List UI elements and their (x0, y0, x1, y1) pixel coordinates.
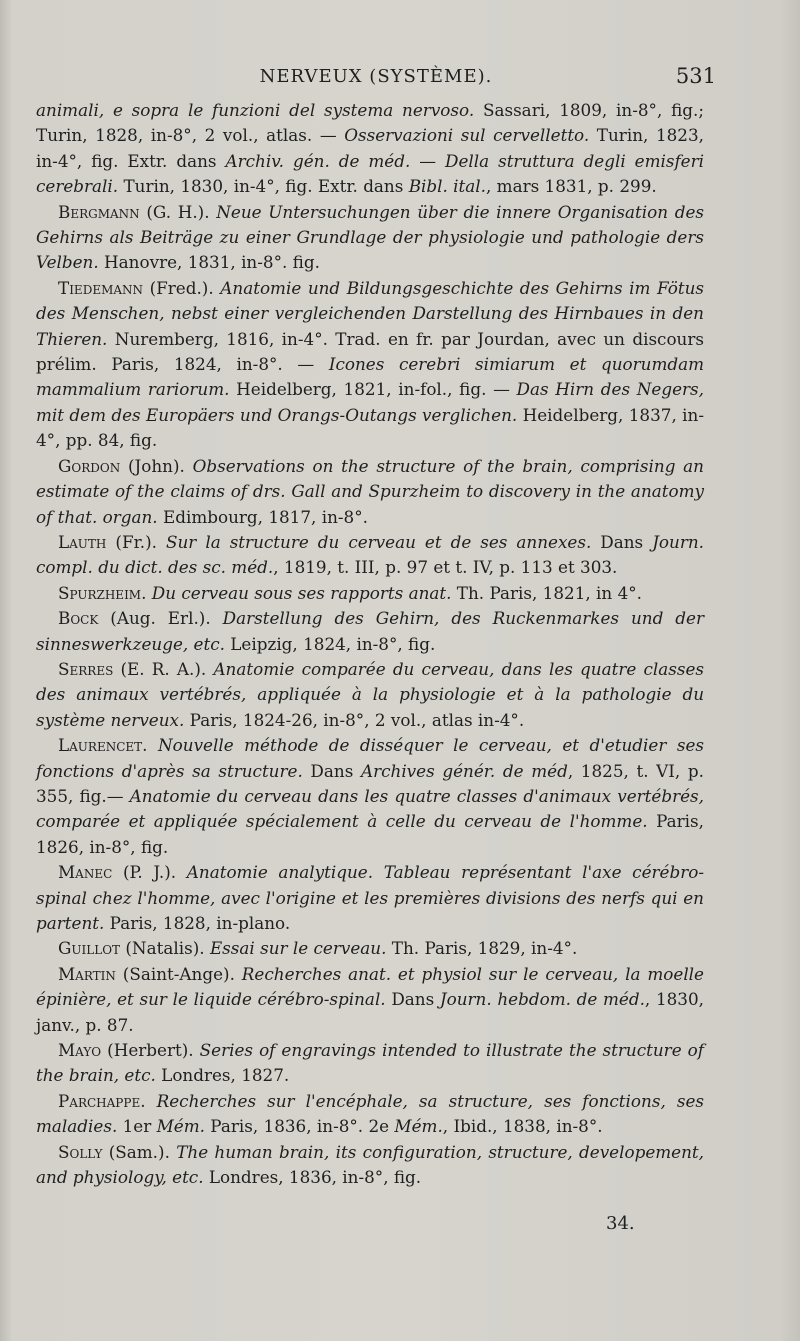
entry-title: Archiv. gén. de méd. (225, 150, 411, 171)
entry-title: Series of engravings intended to illustrate the structure of the brain, etc. (36, 1040, 704, 1086)
bibliography-entry (36, 733, 704, 860)
entry-text: Turin, 1830, in-4°, fig. Extr. dans (118, 176, 409, 197)
entry-text: (P. J.). (112, 862, 187, 883)
entry-text: (Sam.). (102, 1141, 177, 1162)
entry-author: Guillot (58, 938, 121, 959)
entry-text: , Ibid., 1838, in-8°. (442, 1116, 603, 1137)
entry-author: Laurencet (58, 735, 143, 756)
entry-text: Heidelberg, 1821, in-fol., fig. — (229, 379, 517, 400)
bibliography-entry (36, 530, 704, 581)
entry-author: Serres (58, 658, 114, 679)
entry-text: Dans (385, 989, 440, 1010)
bibliography-entry (36, 454, 704, 530)
entry-text: , 1830, janv., p. 87. (36, 989, 704, 1035)
entry-author: Spurzheim (58, 582, 142, 603)
entry-title: Das Hirn des Negers, mit dem des Europäers und Orangs-Outangs verglichen. (36, 379, 704, 425)
entry-title: Mém. (394, 1116, 443, 1137)
entry-text: Londres, 1836, in-8°, fig. (203, 1167, 422, 1188)
entry-author: Mayo (58, 1040, 102, 1061)
bibliography-entry (36, 276, 704, 454)
entry-author: Gordon (58, 455, 121, 476)
entry-title: Neue Untersuchungen über die innere Organisation des Gehirns als Beiträge zu einer Grundlage der physiologie und pathologie ders Velben. (36, 201, 704, 273)
bibliography-list (36, 98, 704, 1190)
entry-title: Darstellung des Gehirn, des Ruckenmarkes und der sinneswerkzeuge, etc. (36, 608, 704, 654)
entry-text: Paris, 1826, in-8°, fig. (36, 811, 704, 857)
entry-text: Dans (591, 531, 653, 552)
entry-text: (Fred.). (143, 277, 221, 298)
entry-text: Paris, 1836, in-8°. 2e (204, 1116, 395, 1137)
entry-text: Paris, 1824-26, in-8°, 2 vol., atlas in-4°. (184, 709, 525, 730)
entry-text: , 1819, t. III, p. 97 et t. IV, p. 113 et 303. (273, 557, 618, 578)
entry-text: (Fr.). (106, 531, 166, 552)
entry-title: animali, e sopra le funzioni del systema nervoso. (36, 100, 475, 120)
bibliography-entry (36, 581, 704, 606)
entry-title: Della struttura degli emisferi cerebrali. (36, 150, 705, 197)
entry-text: (G. H.). (139, 201, 217, 222)
entry-text: (Herbert). (101, 1040, 200, 1061)
entry-title: Journ. hebdom. de méd. (439, 989, 645, 1010)
bibliography-entry (36, 962, 704, 1038)
bibliography-entry (36, 606, 704, 657)
bibliography-entry (36, 936, 704, 961)
bibliography-entry (36, 200, 704, 276)
bibliography-entry (36, 657, 704, 733)
entry-text: , mars 1831, p. 299. (486, 176, 657, 197)
signature-mark: 34. (606, 1213, 635, 1234)
entry-title: Mém. (156, 1116, 205, 1137)
entry-text: (Aug. Erl.). (98, 608, 223, 629)
bibliography-entry (36, 860, 704, 936)
entry-text: Londres, 1827. (155, 1065, 290, 1086)
running-title: NERVEUX (SYSTÈME). (259, 66, 493, 87)
entry-author: Bergmann (58, 201, 140, 222)
entry-text: Th. Paris, 1829, in-4°. (386, 938, 578, 959)
entry-text: (E. R. A.). (113, 658, 214, 679)
entry-title: Essai sur le cerveau. (209, 938, 387, 959)
entry-text: , 1825, t. VI, p. 355, fig.— (36, 760, 704, 806)
entry-text: Nuremberg, 1816, in-4°. Trad. en fr. par Jourdan, avec un discours prélim. Paris, 1824, in-8°. — (36, 328, 704, 375)
entry-author: Bock (58, 608, 99, 629)
entry-text: . (141, 582, 152, 603)
entry-text: Leipzig, 1824, in-8°, fig. (224, 633, 436, 654)
entry-text: . (140, 1090, 157, 1111)
entry-title: Recherches sur l'encéphale, sa structure, ses fonctions, ses maladies. (36, 1090, 704, 1137)
entry-title: The human brain, its configuration, structure, developement, and physiology, etc. (36, 1141, 704, 1188)
entry-title: Journ. compl. du dict. des sc. méd. (36, 531, 704, 578)
entry-text: 1er (117, 1116, 157, 1137)
page-number: 531 (675, 64, 716, 88)
entry-text: Sassari, 1809, in-8°, fig.; Turin, 1828, in-8°, 2 vol., atlas. — (36, 100, 704, 146)
entry-text: Dans (302, 760, 361, 781)
entry-title: Anatomie und Bildungsgeschichte des Gehirns im Fötus des Menschen, nebst einer vergleichenden Darstellung des Hirnbaues in den Thieren. (36, 277, 704, 349)
entry-text: (John). (120, 455, 193, 476)
entry-title: Recherches anat. et physiol sur le cerveau, la moelle épinière, et sur le liquide cérébro-spinal. (36, 963, 704, 1010)
entry-title: Nouvelle méthode de disséquer le cerveau, et d'etudier ses fonctions d'après sa structure. (36, 735, 704, 781)
entry-author: Tiedemann (58, 277, 144, 298)
entry-title: Archives génér. de méd (360, 760, 568, 781)
bibliography-entry (36, 98, 704, 200)
entry-title: Osservazioni sul cervelletto. (344, 125, 590, 146)
entry-text: Th. Paris, 1821, in 4°. (451, 582, 642, 603)
entry-author: Lauth (58, 531, 107, 552)
entry-title: Bibl. ital. (408, 176, 486, 197)
entry-title: Icones cerebri simiarum et quorumdam mammalium rariorum. (36, 354, 705, 400)
entry-title: Anatomie comparée du cerveau, dans les quatre classes des animaux vertébrés, appliquée à la physiologie et à la pathologie du système nerveux. (36, 658, 704, 730)
entry-text: . (142, 735, 158, 756)
entry-text: — (410, 150, 445, 171)
entry-author: Martin (58, 963, 116, 984)
bibliography-entry (36, 1038, 704, 1089)
entry-title: Observations on the structure of the brain, comprising an estimate of the claims of drs. Gall and Spurzheim to discovery in the anatomy of that. organ. (36, 455, 704, 527)
entry-author: Solly (58, 1141, 103, 1162)
bibliography-entry (36, 1140, 704, 1191)
entry-title: Sur la structure du cerveau et de ses annexes. (166, 531, 592, 552)
entry-author: Manec (58, 862, 113, 883)
entry-text: Edimbourg, 1817, in-8°. (157, 506, 368, 527)
bibliography-entry (36, 1089, 704, 1140)
entry-title: Anatomie analytique. Tableau représentant l'axe cérébro-spinal chez l'homme, avec l'origine et les premières divisions des nerfs qui en partent. (36, 862, 705, 933)
entry-text: (Saint-Ange). (115, 963, 242, 984)
entry-text: Hanovre, 1831, in-8°. fig. (98, 252, 320, 273)
entry-text: (Natalis). (120, 938, 210, 959)
entry-text: Paris, 1828, in-plano. (104, 913, 291, 933)
entry-text: Turin, 1823, in-4°, fig. Extr. dans (36, 125, 704, 171)
page-header (36, 62, 716, 92)
entry-title: Du cerveau sous ses rapports anat. (151, 582, 452, 603)
entry-author: Parchappe (58, 1090, 141, 1111)
entry-text: Heidelberg, 1837, in-4°, pp. 84, fig. (36, 404, 704, 451)
entry-title: Anatomie du cerveau dans les quatre classes d'animaux vertébrés, comparée et appliquée spécialement à celle du cerveau de l'homme. (36, 785, 704, 832)
